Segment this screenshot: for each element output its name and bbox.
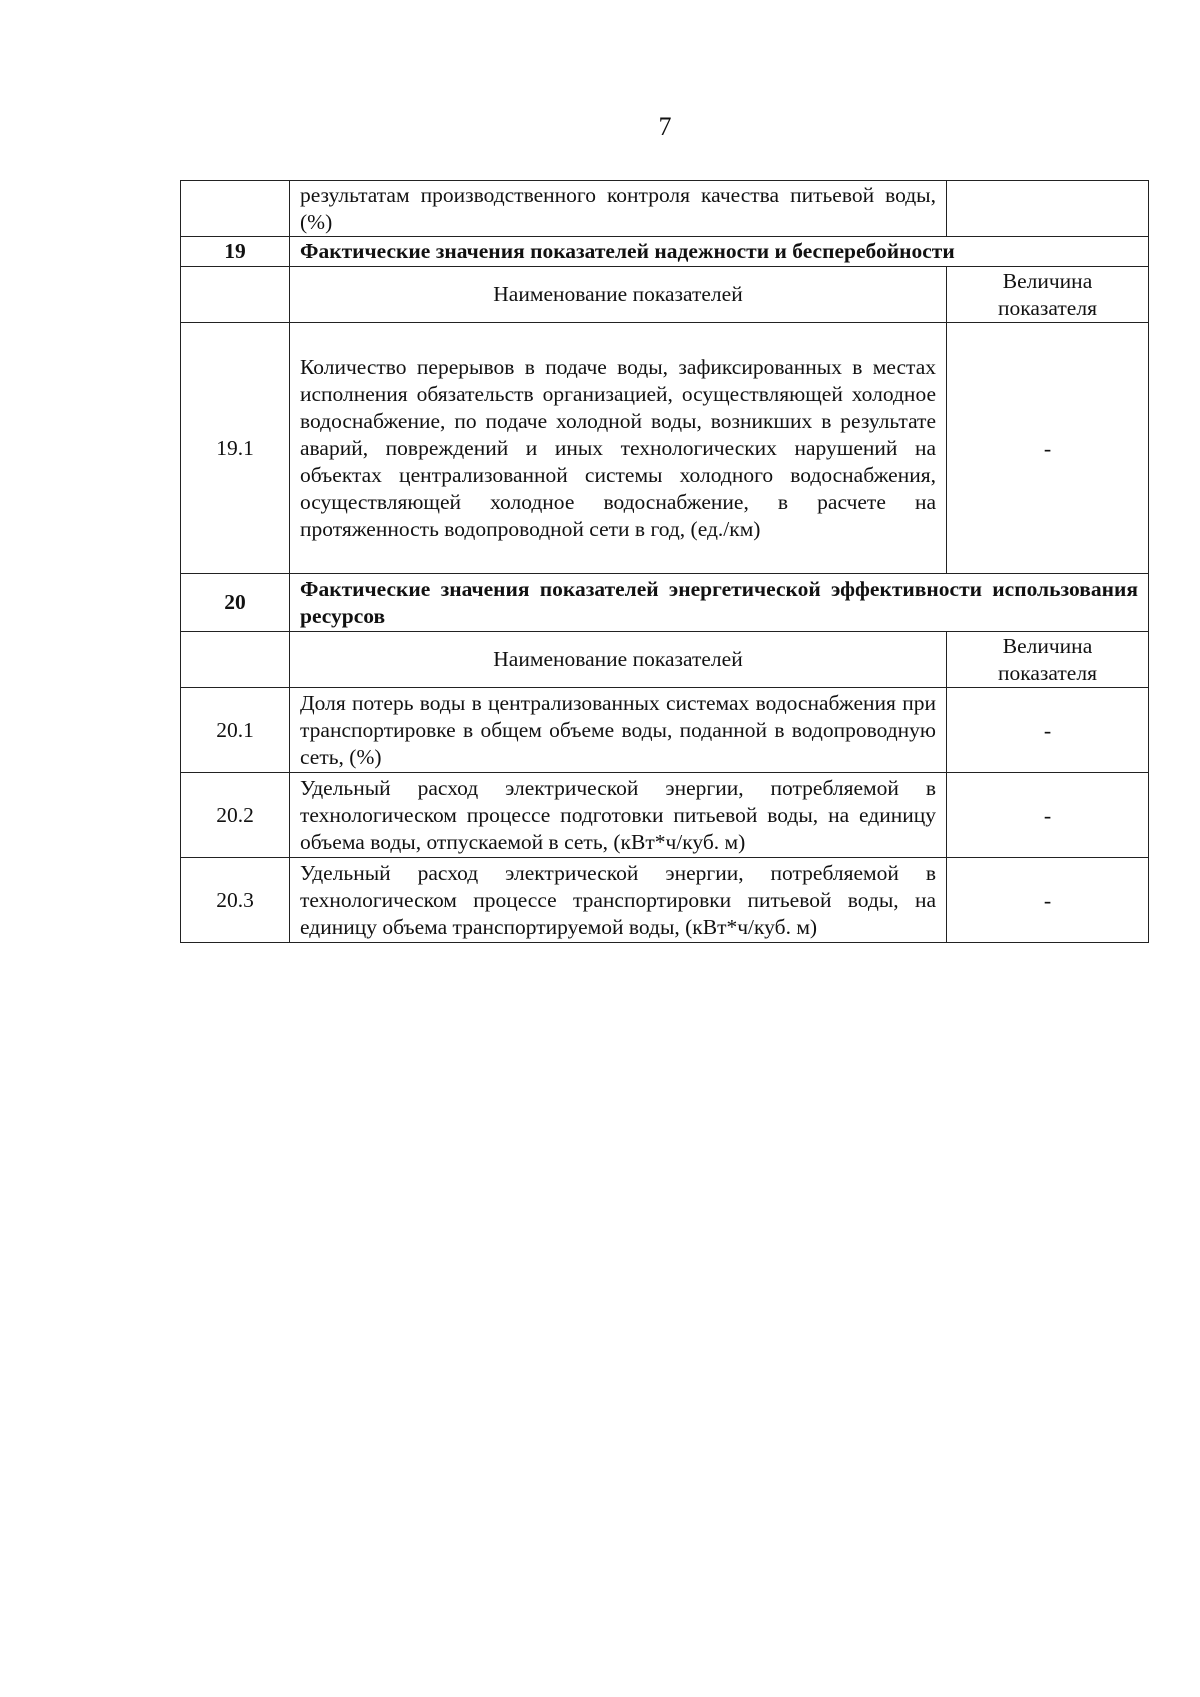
- table-row-header: [181, 267, 1149, 323]
- table-row-20-1: [181, 688, 1149, 773]
- column-header-name: Наименование показателей: [290, 632, 947, 688]
- section-number-cell: 19: [181, 237, 290, 267]
- indicator-name-cell: Удельный расход электрической энергии, потребляемой в технологическом процессе транспортировки питьевой воды, на единицу объема транспортируемой воды, (кВт*ч/куб. м): [290, 858, 947, 943]
- row-number-cell: 19.1: [181, 323, 290, 574]
- table-row-20-3: [181, 858, 1149, 943]
- indicator-value-cell: -: [947, 688, 1149, 773]
- indicator-name-cell: Количество перерывов в подаче воды, зафиксированных в местах исполнения обязательств организацией, осуществляющей холодное водоснабжение, по подаче холодной воды, возникших в результате аварий, повреждений и иных технологических нарушений на объектах централизованной системы холодного водоснабжения, осуществляющей холодное водоснабжение, в расчете на протяженность водопроводной сети в год, (ед./км): [290, 323, 947, 574]
- section-title-cell: Фактические значения показателей энергетической эффективности использования ресурсов: [290, 574, 1149, 632]
- section-title-cell: Фактические значения показателей надежности и бесперебойности: [290, 237, 1149, 267]
- indicator-name-cell: Доля потерь воды в централизованных системах водоснабжения при транспортировке в общем объеме воды, поданной в водопроводную сеть, (%): [290, 688, 947, 773]
- column-header-value: Величина показателя: [947, 267, 1149, 323]
- table-row-section-19: [181, 237, 1149, 267]
- indicators-table: [180, 180, 1149, 943]
- indicator-value-cell: -: [947, 323, 1149, 574]
- table-row-19-1: [181, 323, 1149, 574]
- row-number-cell: 20.1: [181, 688, 290, 773]
- section-number-cell: 20: [181, 574, 290, 632]
- indicator-value-cell: [947, 181, 1149, 237]
- row-number-cell: 20.3: [181, 858, 290, 943]
- table-row-20-2: [181, 773, 1149, 858]
- indicator-name-cell: Удельный расход электрической энергии, потребляемой в технологическом процессе подготовки питьевой воды, на единицу объема воды, отпускаемой в сеть, (кВт*ч/куб. м): [290, 773, 947, 858]
- table-row-continuation: [181, 181, 1149, 237]
- indicator-value-cell: -: [947, 858, 1149, 943]
- row-number-cell: 20.2: [181, 773, 290, 858]
- column-header-name: Наименование показателей: [290, 267, 947, 323]
- row-number-cell: [181, 267, 290, 323]
- indicator-name-cell: результатам производственного контроля качества питьевой воды, (%): [290, 181, 947, 237]
- table-row-header: [181, 632, 1149, 688]
- page-number: 7: [658, 112, 672, 141]
- column-header-value: Величина показателя: [947, 632, 1149, 688]
- row-number-cell: [181, 632, 290, 688]
- table-row-section-20: [181, 574, 1149, 632]
- indicator-value-cell: -: [947, 773, 1149, 858]
- row-number-cell: [181, 181, 290, 237]
